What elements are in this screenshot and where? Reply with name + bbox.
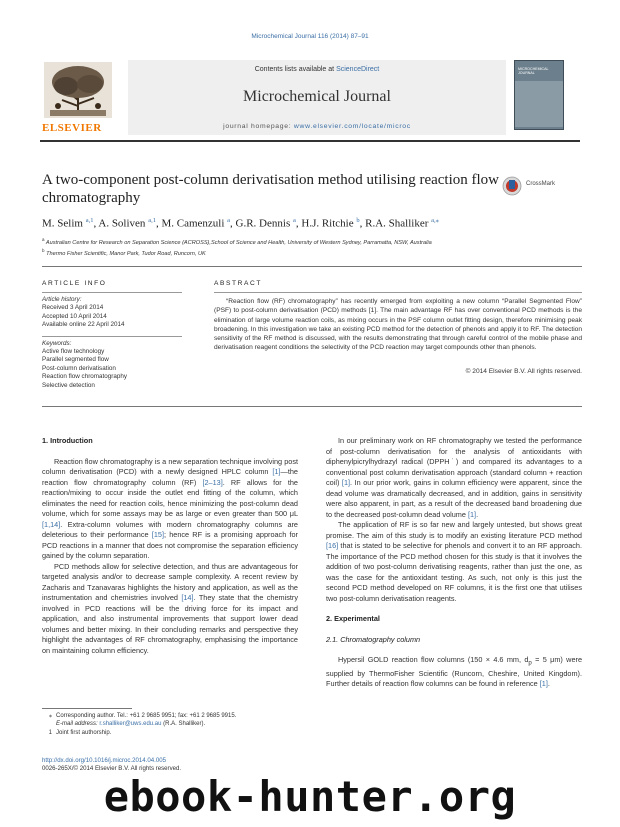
corresponding-author-note: ⁎ Corresponding author. Tel.: +61 2 9685 9951; fax: +61 2 9685 9915. bbox=[49, 713, 237, 719]
doi-link[interactable]: http://dx.doi.org/10.1016/j.microc.2014.04.005 bbox=[42, 757, 166, 764]
abstract-text: “Reaction flow (RF) chromatography” has recently emerged from exploiting a new column “Parallel Segmented Flow” (PSF) to post-column derivatisation (PCD) methods [1]. The main advantage RF has over conventional PCD methods is the elimination of large volume reaction coils, as mixing occurs in the PSF column outlet fitting design, therefore minimising peak broadening. In this investigation we take an existing PCD method for the detection of phenols and apply it to RF. The detection sensitivity of the RF method is discussed, with the results demonstrating that through careful control of the mobile phase and derivatisation reagent conditions the selectivity of the PCD reaction may target compounds other than phenols. bbox=[214, 298, 582, 352]
paragraph: Hypersil GOLD reaction flow columns (150 × 4.6 mm, $d_p = 5$ μm) were supplied by ThermoFisher Scientific (Runcorn, Cheshire, United Kingdom). Further details of reaction flow columns can be found in reference [1]. bbox=[326, 655, 583, 689]
author-name: G.R. Dennis bbox=[235, 217, 291, 230]
history-label: Article history: bbox=[42, 296, 82, 303]
abstract-heading: ABSTRACT bbox=[214, 280, 262, 287]
citation-link[interactable]: [1] bbox=[341, 478, 351, 487]
homepage-prefix: journal homepage: bbox=[223, 123, 294, 130]
cover-title: MICROCHEMICAL JOURNAL bbox=[518, 67, 549, 76]
issn-copyright: 0026-265X/© 2014 Elsevier B.V. All rights reserved. bbox=[42, 765, 182, 773]
affiliation-divider bbox=[42, 266, 582, 267]
author-name: H.J. Ritchie bbox=[301, 217, 354, 230]
affiliation-b bbox=[42, 247, 582, 258]
author-name: A. Soliven bbox=[98, 217, 146, 230]
citation-link[interactable]: [1,14] bbox=[42, 519, 61, 529]
journal-homepage bbox=[128, 123, 506, 130]
journal-header bbox=[40, 60, 580, 135]
body-column-right bbox=[326, 436, 582, 690]
paragraph: PCD methods allow for selective detection, and thus are advantageous for targeted analysis and/or to decrease sample complexity. A recent review by Zacharis and Tzanavaras highlights the history and application, as well as the instrumentation and chemistries involved [14]. They state that the chemistry involved in PCD reactions will be the driving force for its impact and application, and also instrumental improvements that support lower dead volumes and better mixing. In their concluding remarks and perspective they highlight the advantages of RF chromatography, emphasising the importance on maintaining column efficiency. bbox=[42, 561, 298, 655]
cover-image-area bbox=[515, 81, 563, 127]
journal-banner bbox=[128, 60, 506, 135]
abstract-copyright: © 2014 Elsevier B.V. All rights reserved. bbox=[465, 368, 582, 375]
contents-line bbox=[128, 66, 506, 73]
author-affil-mark[interactable]: a,⁎ bbox=[431, 217, 439, 224]
author-name: M. Selim bbox=[42, 217, 83, 230]
email-note: E-mail address: r.shalliker@uws.edu.au (R.A. Shalliker). bbox=[56, 721, 206, 728]
citation-link[interactable]: [2–13] bbox=[202, 477, 223, 487]
author-affil-mark[interactable]: a,1 bbox=[148, 217, 156, 224]
keyword: Post-column derivatisation bbox=[42, 364, 116, 372]
author-affil-mark[interactable]: b bbox=[356, 217, 360, 224]
contents-prefix: Contents lists available at bbox=[254, 66, 337, 73]
journal-cover-thumbnail bbox=[514, 60, 564, 130]
keyword: Parallel segmented flow bbox=[42, 356, 109, 364]
footnotes bbox=[42, 712, 298, 737]
article-info bbox=[42, 296, 182, 390]
received-date: Received 3 April 2014 bbox=[42, 304, 104, 312]
article-info-heading: ARTICLE INFO bbox=[42, 280, 107, 287]
author-affil-mark[interactable]: a bbox=[292, 217, 296, 224]
journal-reference[interactable]: Microchemical Journal 116 (2014) 87–91 bbox=[251, 33, 369, 40]
paragraph: The application of RF is so far new and largely untested, but shows great promise. The aim of this study is to modify an existing literature PCD method [16] that is stated to be selective for phenols and convert it to an RF approach. The importance of the PCD method chosen for this study is that it involves the addition of two post-column derivatising reagents, rather than just the one, as was the case for the antioxidant testing. As such, not only is this just the second PCD method developed on RF columns, it is the first one that utilises two post-column derivatisation reagents. bbox=[326, 520, 582, 603]
keyword: Reaction flow chromatography bbox=[42, 373, 128, 381]
article-info-divider bbox=[42, 292, 182, 293]
sciencedirect-link[interactable]: ScienceDirect bbox=[336, 66, 380, 73]
citation-link[interactable]: [15] bbox=[151, 530, 164, 539]
affiliations bbox=[42, 236, 582, 258]
citation-link[interactable]: [1] bbox=[467, 509, 477, 519]
body-column-left bbox=[42, 436, 298, 656]
journal-title: Microchemical Journal bbox=[243, 88, 391, 105]
section-heading-experimental: 2. Experimental bbox=[326, 614, 380, 623]
abstract-divider bbox=[214, 292, 582, 293]
header-divider bbox=[40, 140, 580, 142]
affiliation-text: Australian Centre for Research on Separation Science (ACROSS),School of Science and Health, University of Western Sydney, Parramatta, NSW, Australia bbox=[45, 239, 432, 246]
citation-link[interactable]: [1] bbox=[272, 467, 281, 476]
crossmark-icon bbox=[502, 176, 522, 196]
abstract-bottom-divider bbox=[42, 406, 582, 407]
online-date: Available online 22 April 2014 bbox=[42, 321, 125, 329]
homepage-link[interactable]: www.elsevier.com/locate/microc bbox=[293, 123, 411, 130]
affiliation-a bbox=[42, 236, 582, 247]
author-list: M. Selim $^{a,1}$, A. Soliven $^{a,1}$, M. Camenzuli $^a$, G.R. Dennis $^a$, H.J. Ritchie $^b$, R.A. Shalliker $^{a,⁎}$ bbox=[42, 217, 439, 230]
joint-authorship-note: 1 Joint first authorship. bbox=[48, 729, 112, 736]
citation-link[interactable]: [1] bbox=[539, 679, 548, 689]
affiliation-mark: a bbox=[42, 237, 45, 242]
keywords-divider bbox=[42, 336, 182, 337]
author-affil-mark[interactable]: a bbox=[227, 217, 231, 224]
article-title: A two-component post-column derivatisation method utilising reaction flow chromatography bbox=[42, 172, 500, 206]
section-heading-introduction: 1. Introduction bbox=[42, 436, 93, 445]
footnote-divider bbox=[42, 708, 132, 709]
watermark: ebook-hunter.org bbox=[103, 772, 517, 821]
author-affil-mark[interactable]: a,1 bbox=[85, 217, 94, 224]
elsevier-wordmark: ELSEVIER bbox=[42, 122, 102, 134]
author-name: R.A. Shalliker bbox=[365, 217, 429, 230]
email-link[interactable]: r.shalliker@uws.edu.au bbox=[99, 721, 162, 728]
keyword: Active flow technology bbox=[42, 348, 105, 356]
paragraph: Reaction flow chromatography is a new separation technique involving post column derivatisation (PCD) with a newly designed HPLC column [1]—the reaction flow chromatography column (RF) [2–13]. RF allows for the reaction/mixing to occur inside the outlet end fitting of the column, which eliminates the need for reaction coils, hence minimizing the post-column dead volume, which for some assays may be as large or even greater than 500 μL [1,14]. Extra-column volumes with modern chromatography columns are deleterious to their performance [15]; hence RF is a promising approach for PCD reactions in a manner that does not compromise the separation efficiency gained by the column separation. bbox=[42, 456, 298, 560]
citation-link[interactable]: [14] bbox=[181, 593, 194, 602]
keyword: Selective detection bbox=[42, 381, 95, 389]
subsection-heading: 2.1. Chromatography column bbox=[326, 634, 421, 644]
keywords-label: Keywords: bbox=[42, 339, 72, 347]
crossmark-label: CrossMark bbox=[526, 181, 556, 187]
author-name: M. Camenzuli bbox=[161, 217, 225, 230]
affiliation-mark: b bbox=[42, 247, 45, 253]
affiliation-text: Thermo Fisher Scientific, Manor Park, Tudor Road, Runcorn, UK bbox=[46, 250, 206, 257]
accepted-date: Accepted 10 April 2014 bbox=[42, 312, 107, 320]
paragraph: In our preliminary work on RF chromatography we tested the performance of post-column derivatisation for the analysis of antioxidants with diphenylpicrylhydrazyl radical (DPPH˙) and compared its advantages to a conventional post column derivatisation approach (standard column + reaction coil) [1]. In our prior work, gains in column efficiency were apparent, since the dead volume was dramatically decreased, and in addition, gains in sensitivity were also apparent, in part, as a result of the decreased band broadening due to the decreased post-column dead volume [1]. bbox=[326, 436, 582, 519]
citation-link[interactable]: [16] bbox=[326, 541, 339, 550]
crossmark-badge[interactable] bbox=[502, 176, 578, 196]
